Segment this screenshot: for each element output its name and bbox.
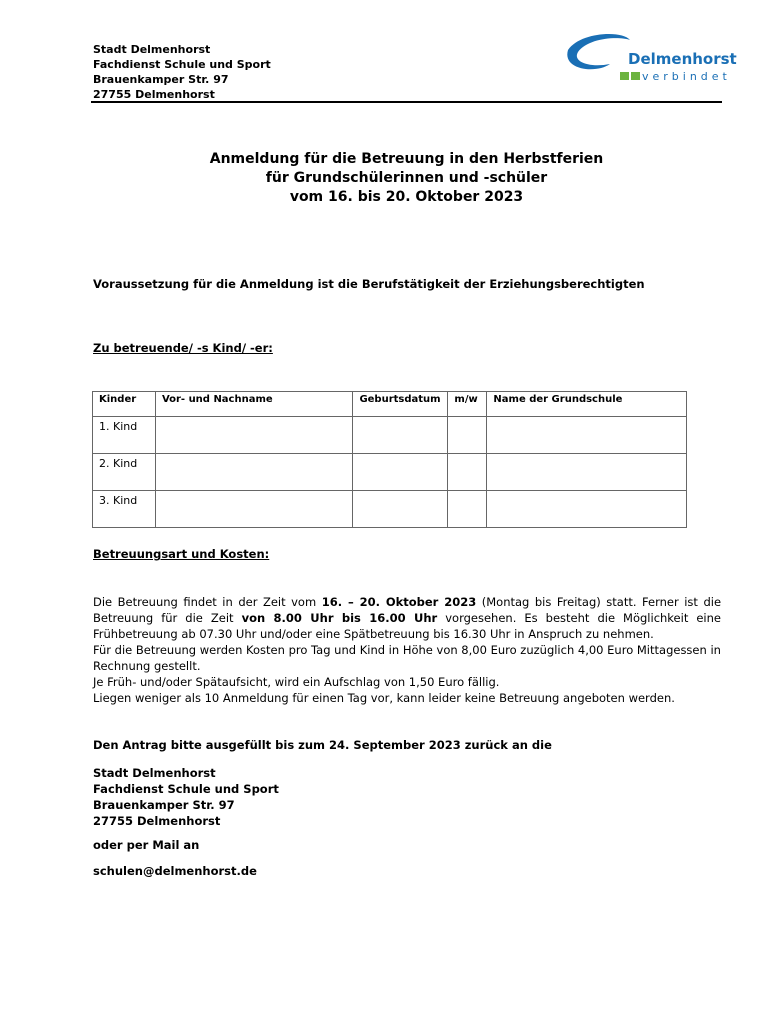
school-cell[interactable] [487, 417, 687, 454]
text-span: vorgesehen. Es besteht die Möglichkeit eine Frühbetreuung ab 07.30 Uhr und/oder eine Spätbetreuung bis 16.30 Uhr in Anspruch zu nehmen. [93, 611, 721, 641]
birthdate-cell[interactable] [353, 417, 448, 454]
title-line: für Grundschülerinnen und -schüler [265, 170, 548, 186]
sender-line: Stadt Delmenhorst [93, 43, 211, 56]
logo-tagline: verbindet [642, 70, 731, 83]
column-header: Vor- und Nachname [155, 392, 353, 417]
address-line: 27755 Delmenhorst [93, 814, 221, 828]
sender-line: Fachdienst Schule und Sport [93, 58, 271, 71]
return-address [93, 765, 279, 829]
table-row [93, 491, 687, 528]
date-range: 16. – 20. Oktober 2023 [321, 595, 477, 609]
costs-paragraph [93, 594, 721, 642]
table-header-row [93, 392, 687, 417]
mail-label: oder per Mail an [93, 838, 200, 852]
costs-paragraph: Für die Betreuung werden Kosten pro Tag und Kind in Höhe von 8,00 Euro zuzüglich 4,00 Euro Mittagessen in Rechnung gestellt. [93, 643, 721, 673]
name-cell[interactable] [155, 454, 353, 491]
sender-address [93, 42, 271, 102]
row-label: 3. Kind [93, 491, 156, 528]
birthdate-cell[interactable] [353, 491, 448, 528]
gender-cell[interactable] [448, 491, 487, 528]
children-table [92, 391, 687, 528]
column-header: Geburtsdatum [353, 392, 448, 417]
sender-line: Brauenkamper Str. 97 [93, 73, 229, 86]
costs-description [93, 594, 721, 706]
return-instructions: Den Antrag bitte ausgefüllt bis zum 24. September 2023 zurück an die [93, 738, 552, 752]
costs-heading: Betreuungsart und Kosten: [93, 547, 270, 561]
name-cell[interactable] [155, 491, 353, 528]
email-address: schulen@delmenhorst.de [93, 864, 257, 878]
school-cell[interactable] [487, 491, 687, 528]
row-label: 1. Kind [93, 417, 156, 454]
address-line: Stadt Delmenhorst [93, 766, 216, 780]
column-header: Name der Grundschule [487, 392, 687, 417]
gender-cell[interactable] [448, 417, 487, 454]
birthdate-cell[interactable] [353, 454, 448, 491]
title-line: Anmeldung für die Betreuung in den Herbstferien [209, 151, 604, 167]
row-label: 2. Kind [93, 454, 156, 491]
table-row [93, 454, 687, 491]
name-cell[interactable] [155, 417, 353, 454]
sender-line: 27755 Delmenhorst [93, 88, 215, 101]
header-divider [91, 101, 722, 103]
prerequisite-note: Voraussetzung für die Anmeldung ist die Berufstätigkeit der Erziehungsberechtigten [93, 277, 645, 291]
text-span: Die Betreuung findet in der Zeit vom [93, 595, 322, 609]
column-header: Kinder [93, 392, 156, 417]
costs-paragraph: Liegen weniger als 10 Anmeldung für einen Tag vor, kann leider keine Betreuung angeboten werden. [93, 691, 675, 705]
title-line: vom 16. bis 20. Oktober 2023 [289, 189, 524, 205]
address-line: Brauenkamper Str. 97 [93, 798, 235, 812]
column-header: m/w [448, 392, 487, 417]
document-title [93, 150, 720, 207]
table-row [93, 417, 687, 454]
text-span: (Montag bis Freitag) statt. Ferner ist die Betreuung für die Zeit [93, 595, 722, 625]
logo-name: Delmenhorst [628, 50, 737, 68]
time-range: von 8.00 Uhr bis 16.00 Uhr [241, 611, 438, 625]
costs-paragraph: Je Früh- und/oder Spätaufsicht, wird ein Aufschlag von 1,50 Euro fällig. [93, 675, 500, 689]
gender-cell[interactable] [448, 454, 487, 491]
delmenhorst-logo [560, 28, 750, 88]
school-cell[interactable] [487, 454, 687, 491]
children-heading: Zu betreuende/ -s Kind/ -er: [93, 341, 273, 355]
address-line: Fachdienst Schule und Sport [93, 782, 279, 796]
